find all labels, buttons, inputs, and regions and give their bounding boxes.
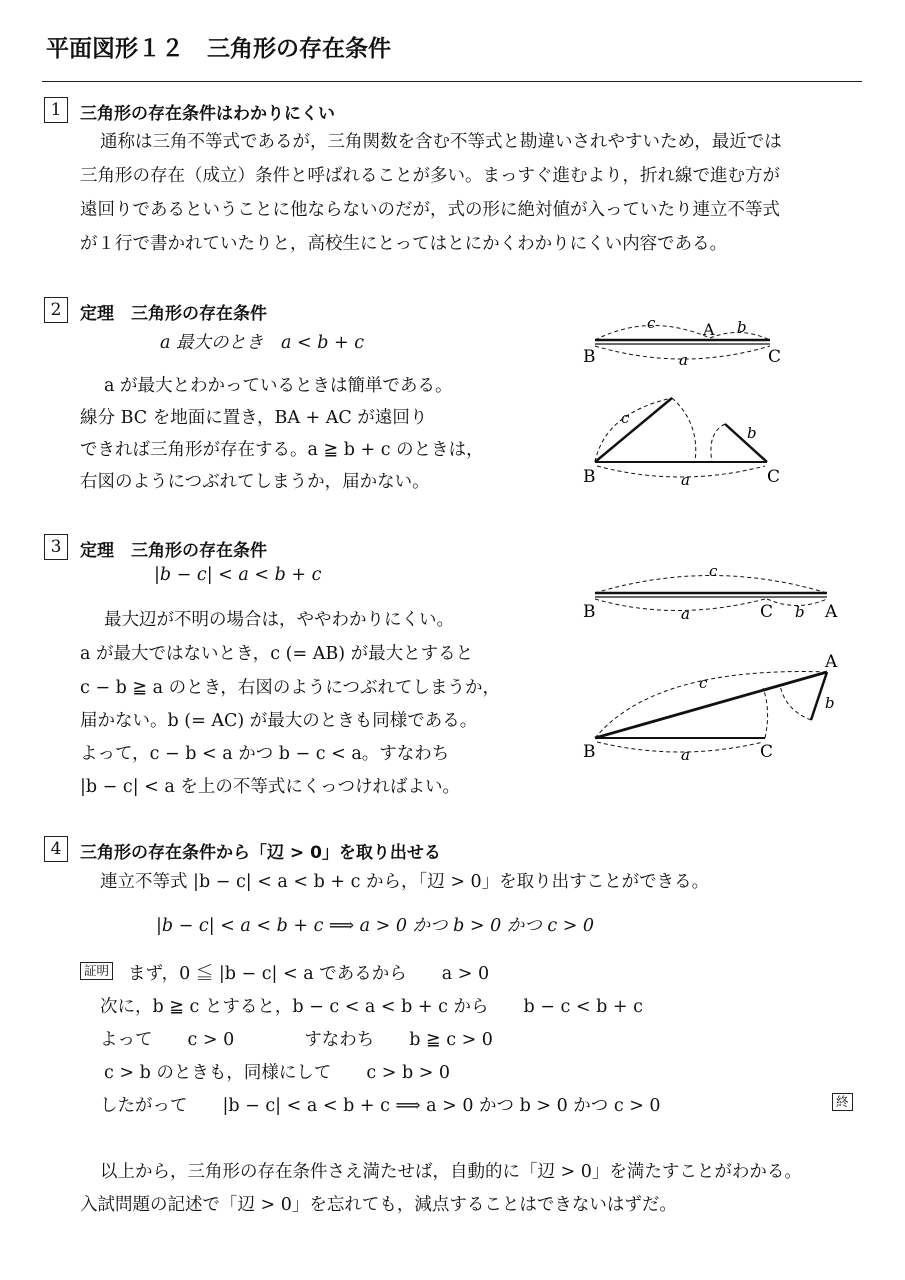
section-2-heading: 定理 三角形の存在条件: [80, 304, 267, 324]
section-1-line: 通称は三角不等式であるが，三角関数を含む不等式と勘違いされやすいため，最近では: [100, 132, 782, 152]
section-4-number: 4: [44, 836, 68, 862]
section-2-line: 線分 BC を地面に置き，BA + AC が遠回り: [80, 408, 428, 428]
label-A: A: [703, 320, 715, 339]
section-3-line: |b − c| < a を上の不等式にくっつければよい。: [80, 777, 461, 797]
label-a: a: [681, 605, 690, 623]
section-2-formula: a 最大のとき a < b + c: [160, 333, 365, 353]
section-3-line: a が最大ではないとき，c (= AB) が最大とすると: [80, 644, 474, 664]
section-4-heading: 三角形の存在条件から「辺 > 0」を取り出せる: [80, 843, 441, 863]
label-b: b: [737, 318, 747, 336]
section-1-heading: 三角形の存在条件はわかりにくい: [80, 104, 335, 124]
figure-degenerate-triangle-c-max: [575, 560, 855, 770]
page-title: 平面図形１２ 三角形の存在条件: [46, 36, 391, 62]
section-3-line: 最大辺が不明の場合は，ややわかりにくい。: [104, 610, 454, 630]
proof-line: まず，0 ≦ |b − c| < a であるから a > 0: [128, 964, 490, 984]
label-c: c: [699, 674, 708, 692]
section-2-line: できれば三角形が存在する。a ≧ b + c のときは，: [80, 440, 484, 460]
conclusion-line: 以上から，三角形の存在条件さえ満たせば，自動的に「辺 > 0」を満たすことがわかる。: [100, 1162, 802, 1182]
label-C: C: [767, 467, 781, 487]
section-4-formula: |b − c| < a < b + c ⟹ a > 0 かつ b > 0 かつ c > 0: [156, 916, 595, 936]
section-3-number: 3: [44, 534, 68, 560]
label-A: A: [825, 652, 838, 672]
label-C: C: [768, 347, 782, 367]
section-2-line: 右図のようにつぶれてしまうか，届かない。: [80, 472, 430, 492]
proof-line: c > b のときも，同様にして c > b > 0: [104, 1063, 451, 1083]
conclusion-line: 入試問題の記述で「辺 > 0」を忘れても，減点することはできないはずだ。: [80, 1195, 677, 1215]
label-b: b: [825, 694, 835, 712]
label-c: c: [647, 314, 656, 332]
label-B: B: [583, 602, 596, 622]
label-b: b: [795, 603, 805, 621]
section-3-line: 届かない。b (= AC) が最大のときも同様である。: [80, 711, 478, 731]
label-B: B: [583, 347, 596, 367]
label-B: B: [583, 742, 596, 762]
section-3-formula: |b − c| < a < b + c: [154, 565, 322, 585]
section-1-line: が１行で書かれていたりと，高校生にとってはとにかくわかりにくい内容である。: [80, 234, 728, 254]
label-C: C: [760, 742, 774, 762]
section-1-line: 遠回りであるということに他ならないのだが，式の形に絶対値が入っていたり連立不等式: [80, 200, 780, 220]
title-divider: [42, 81, 862, 82]
section-3-heading: 定理 三角形の存在条件: [80, 541, 267, 561]
proof-line: 次に，b ≧ c とすると，b − c < a < b + c から b − c < b + c: [100, 997, 643, 1017]
figure-degenerate-triangle-a-max: [575, 308, 795, 498]
section-1-line: 三角形の存在（成立）条件と呼ばれることが多い。まっすぐ進むより，折れ線で進む方が: [80, 166, 780, 186]
label-c: c: [709, 562, 718, 580]
end-mark: 終: [832, 1093, 853, 1111]
section-2-line: a が最大とわかっているときは簡単である。: [104, 376, 453, 396]
label-a: a: [679, 351, 688, 369]
proof-line: よって c > 0 すなわち b ≧ c > 0: [100, 1030, 493, 1050]
proof-label: 証明: [80, 962, 113, 980]
label-B: B: [583, 467, 596, 487]
section-1-number: 1: [44, 97, 68, 123]
proof-line: したがって |b − c| < a < b + c ⟹ a > 0 かつ b > 0 かつ c > 0: [100, 1096, 661, 1116]
label-c: c: [621, 409, 630, 427]
label-a: a: [681, 471, 690, 489]
label-a: a: [681, 746, 690, 764]
section-3-line: よって，c − b < a かつ b − c < a。すなわち: [80, 744, 450, 764]
label-b: b: [747, 424, 757, 442]
label-A: A: [825, 602, 838, 622]
section-3-line: c − b ≧ a のとき，右図のようにつぶれてしまうか，: [80, 678, 501, 698]
section-4-line: 連立不等式 |b − c| < a < b + c から，「辺 > 0」を取り出すことができる。: [100, 872, 710, 892]
section-2-number: 2: [44, 297, 68, 323]
label-C: C: [760, 602, 774, 622]
